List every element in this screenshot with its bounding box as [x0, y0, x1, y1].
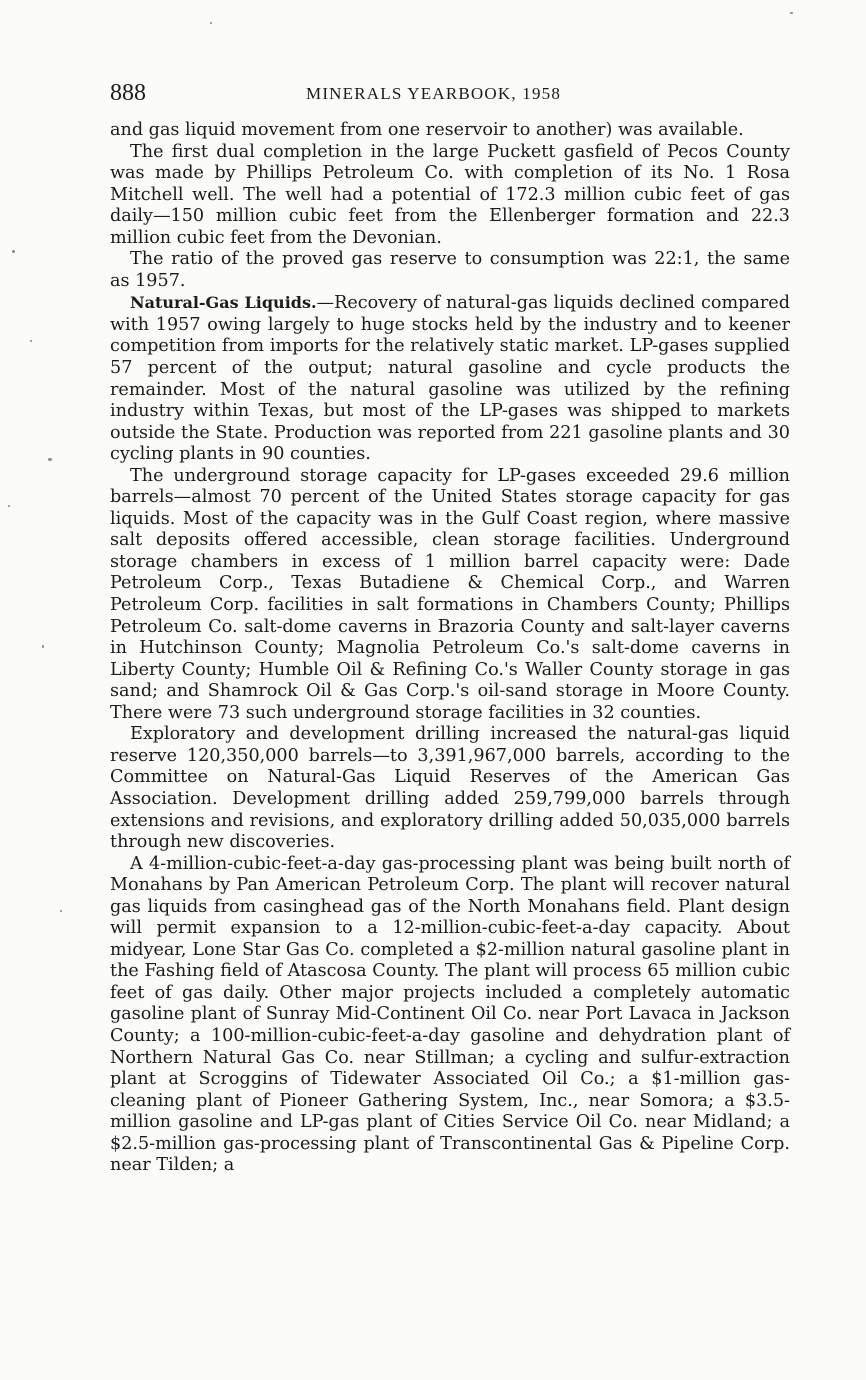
page-header: [110, 80, 790, 110]
paragraph-text: —Recovery of natural-gas liquids declined compared with 1957 owing largely to huge stocks held by the industry and to keener competition from imports for the relatively static market. LP-gases supplied 57 percent of the output; natural gasoline and cycle products the remainder. Most of the natural gasoline was utilized by the refining industry within Texas, but most of the LP-gases was shipped to markets outside the State. Production was reported from 221 gasoline plants and 30 cycling plants in 90 counties.: [110, 293, 790, 465]
scan-speck: [790, 12, 793, 14]
paragraph-text: A 4-million-cubic-feet-a-day gas-processing plant was being built north of Monahans by Pan American Petroleum Corp. The plant will recover natural gas liquids from casinghead gas of the North Monahans field. Plant design will permit expansion to a 12-million-cubic-feet-a-day capacity. About midyear, Lone Star Gas Co. completed a $2-million natural gasoline plant in the Fashing field of Atascosa County. The plant will process 65 million cubic feet of gas daily. Other major projects included a completely automatic gasoline plant of Sunray Mid-Continent Oil Co. near Port Lavaca in Jackson County; a 100-million-cubic-feet-a-day gasoline and dehydration plant of Northern Natural Gas Co. near Stillman; a cycling and sulfur-extraction plant at Scroggins of Tidewater Associated Oil Co.; a $1-million gas-cleaning plant of Pioneer Gathering System, Inc., near Somora; a $3.5-million gasoline and LP-gas plant of Cities Service Oil Co. near Midland; a $2.5-million gas-processing plant of Transcontinental Gas & Pipeline Corp. near Tilden; a: [110, 853, 790, 1176]
paragraph-text: Exploratory and development drilling increased the natural-gas liquid reserve 120,350,000 barrels—to 3,391,967,000 barrels, according to the Committee on Natural-Gas Liquid Reserves of the American Gas Association. Development drilling added 259,799,000 barrels through extensions and revisions, and exploratory drilling added 50,035,000 barrels through new discoveries.: [110, 724, 790, 853]
paragraph-continuation: [110, 120, 790, 142]
paragraph-text: The first dual completion in the large Puckett gasfield of Pecos County was made by Phillips Petroleum Co. with completion of its No. 1 Rosa Mitchell well. The well had a potential of 172.3 million cubic feet of gas daily—150 million cubic feet from the Ellenberger formation and 22.3 million cubic feet from the Devonian.: [110, 141, 790, 248]
scan-speck: [30, 340, 32, 342]
section-run-in-heading: Natural-Gas Liquids.: [130, 293, 317, 313]
paragraph-plant-projects: [110, 854, 790, 1177]
paragraph-natural-gas-liquids: [110, 292, 790, 465]
scan-speck: [12, 250, 15, 253]
body-text: [110, 120, 790, 1177]
scan-speck: [48, 458, 52, 461]
paragraph-puckett-gasfield: [110, 142, 790, 250]
paragraph-text: The ratio of the proved gas reserve to consumption was 22:1, the same as 1957.: [110, 249, 790, 291]
scan-speck: [210, 22, 212, 24]
scan-speck: [8, 505, 10, 507]
scan-speck: [42, 645, 44, 648]
paragraph-reserve-ratio: [110, 249, 790, 292]
paragraph-drilling-reserves: [110, 724, 790, 853]
paragraph-text: and gas liquid movement from one reservoir to another) was available.: [110, 120, 744, 140]
scan-speck: [60, 910, 62, 912]
running-head: MINERALS YEARBOOK, 1958: [306, 84, 562, 103]
paragraph-underground-storage: [110, 466, 790, 725]
page-number: 888: [110, 80, 146, 106]
paragraph-text: The underground storage capacity for LP-gases exceeded 29.6 million barrels—almost 70 percent of the United States storage capacity for gas liquids. Most of the capacity was in the Gulf Coast region, where massive salt deposits offered accessible, clean storage facilities. Underground storage chambers in excess of 1 million barrel capacity were: Dade Petroleum Corp., Texas Butadiene & Chemical Corp., and Warren Petroleum Corp. facilities in salt formations in Chambers County; Phillips Petroleum Co. salt-dome caverns in Brazoria County and salt-layer caverns in Hutchinson County; Magnolia Petroleum Co.'s salt-dome caverns in Liberty County; Humble Oil & Refining Co.'s Waller County storage in gas sand; and Shamrock Oil & Gas Corp.'s oil-sand storage in Moore County. There were 73 such underground storage facilities in 32 counties.: [110, 465, 790, 723]
